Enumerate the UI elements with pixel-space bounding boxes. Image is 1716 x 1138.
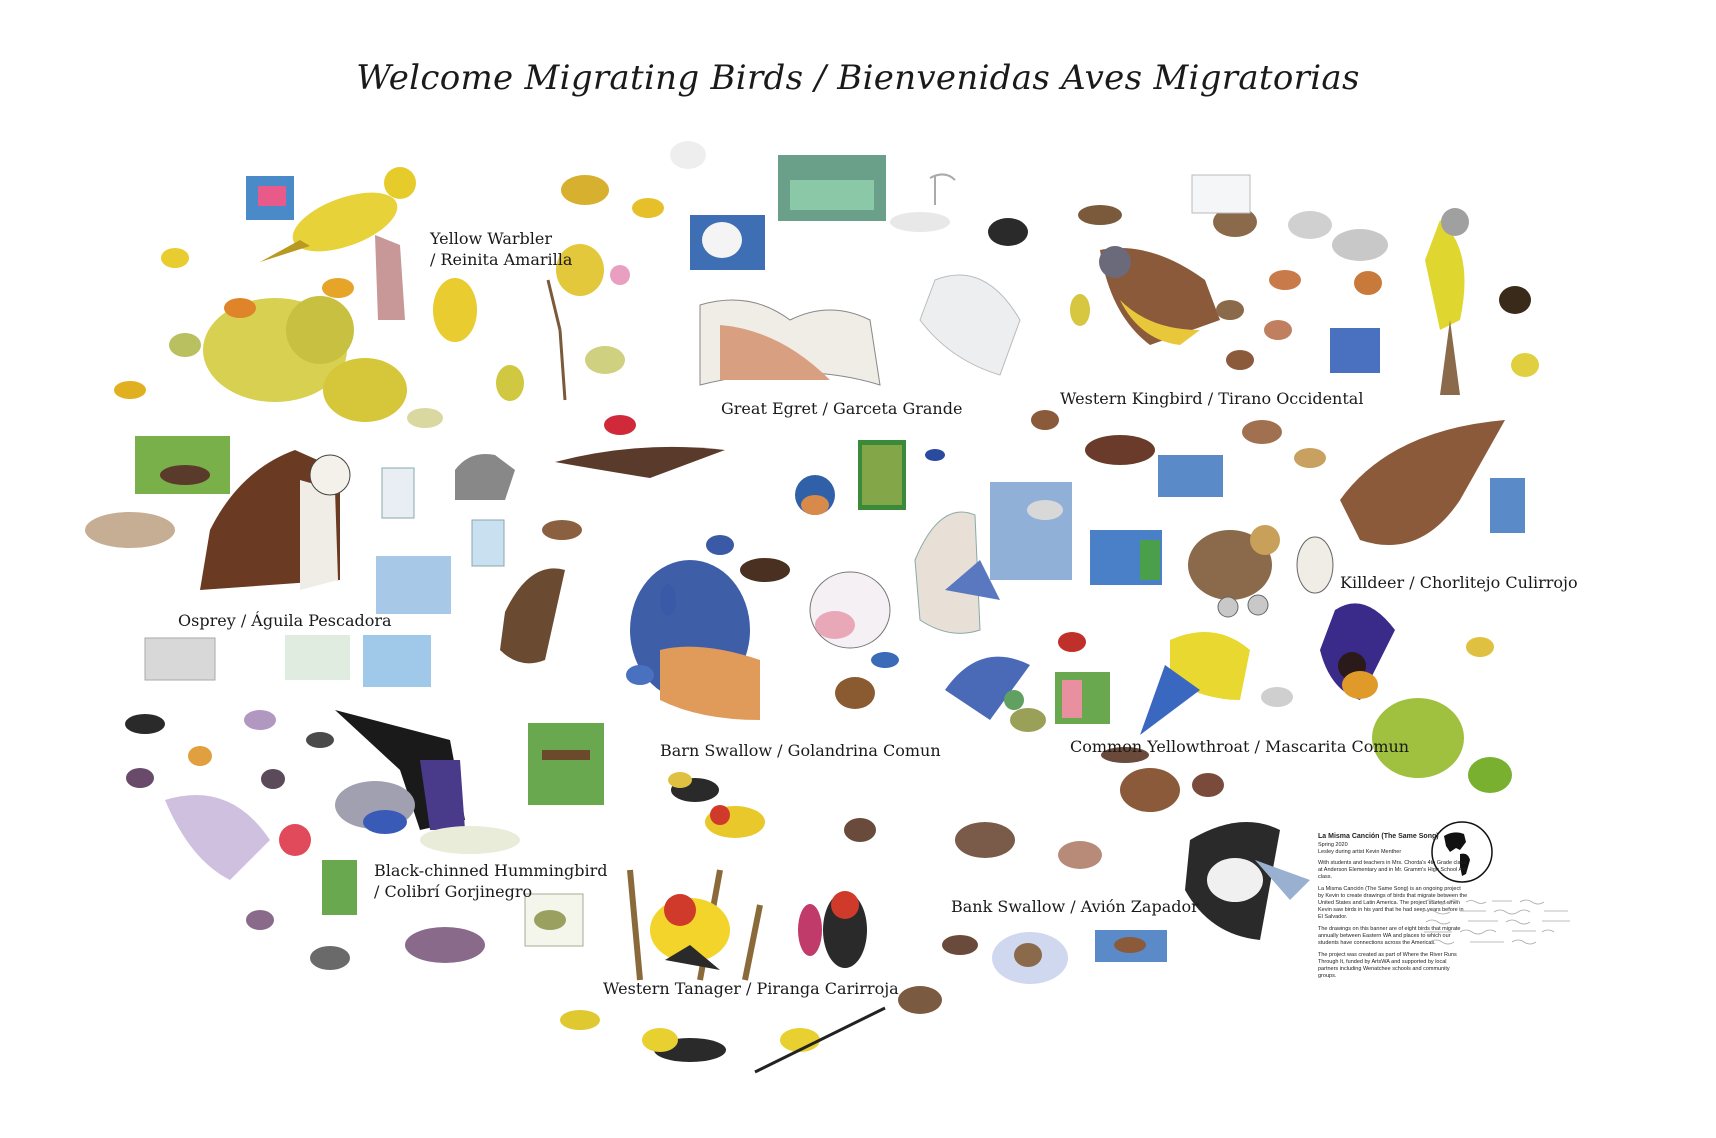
label-barn-swallow: Barn Swallow / Golandrina Comun [660,741,941,760]
black-chinned-hummingbird-drawings [125,710,604,970]
project-info-heading: La Misma Canción (The Same Song) [1318,833,1439,840]
label-common-yellowthroat: Common Yellowthroat / Mascarita Comun [1070,737,1410,756]
label-western-kingbird: Western Kingbird / Tirano Occidental [1060,389,1364,408]
great-egret-drawings [670,141,1028,385]
page-title: Welcome Migrating Birds / Bienvenidas Aves Migratorias [356,58,1360,98]
project-info-paragraph: The project was created as part of Where the River Runs Through It, funded by ArtsWA and supported by local partners including Wenatchee schools and community groups. [1318,952,1457,979]
western-tanager-drawings [560,772,942,1072]
bank-swallow-drawings [942,747,1310,984]
label-yellow-warbler: Yellow Warbler / Reinita Amarilla [430,229,573,269]
project-info-paragraph: La Misma Canción (The Same Song) is an ongoing project by Kevin to create drawings of birds that migrate between the United States and Latin America. The project started when Kevin saw birds in his yard that he had seen years before in El Salvador. [1318,886,1468,920]
project-info-subtitle: Spring 2020 Lesley during artist Kevin Menther [1318,842,1402,855]
barn-swallow-drawings [626,440,1030,720]
label-osprey: Osprey / Águila Pescadora [178,611,392,630]
yellow-warbler-drawings [114,167,664,435]
label-killdeer: Killdeer / Chorlitejo Culirrojo [1340,573,1578,592]
label-bank-swallow: Bank Swallow / Avión Zapador [951,897,1199,916]
osprey-drawings [85,436,725,687]
project-info-paragraph: With students and teachers in Mrs. Chorda's 4th Grade class at Anderson Elementary and in Mr. Gramm's High School Art class. [1318,860,1467,880]
handwritten-signatures [1420,896,1580,956]
label-western-tanager: Western Tanager / Piranga Carirroja [603,979,899,998]
common-yellowthroat-drawings [1004,603,1512,793]
label-black-chinned-hummingbird: Black-chinned Hummingbird / Colibrí Gorjinegro [374,861,608,901]
project-info-paragraph: The drawings on this banner are of eight birds that migrate annually between Eastern WA and places to which our students have connections across the Americas. [1318,926,1461,946]
western-kingbird-drawings [1070,175,1539,395]
label-great-egret: Great Egret / Garceta Grande [721,399,963,418]
